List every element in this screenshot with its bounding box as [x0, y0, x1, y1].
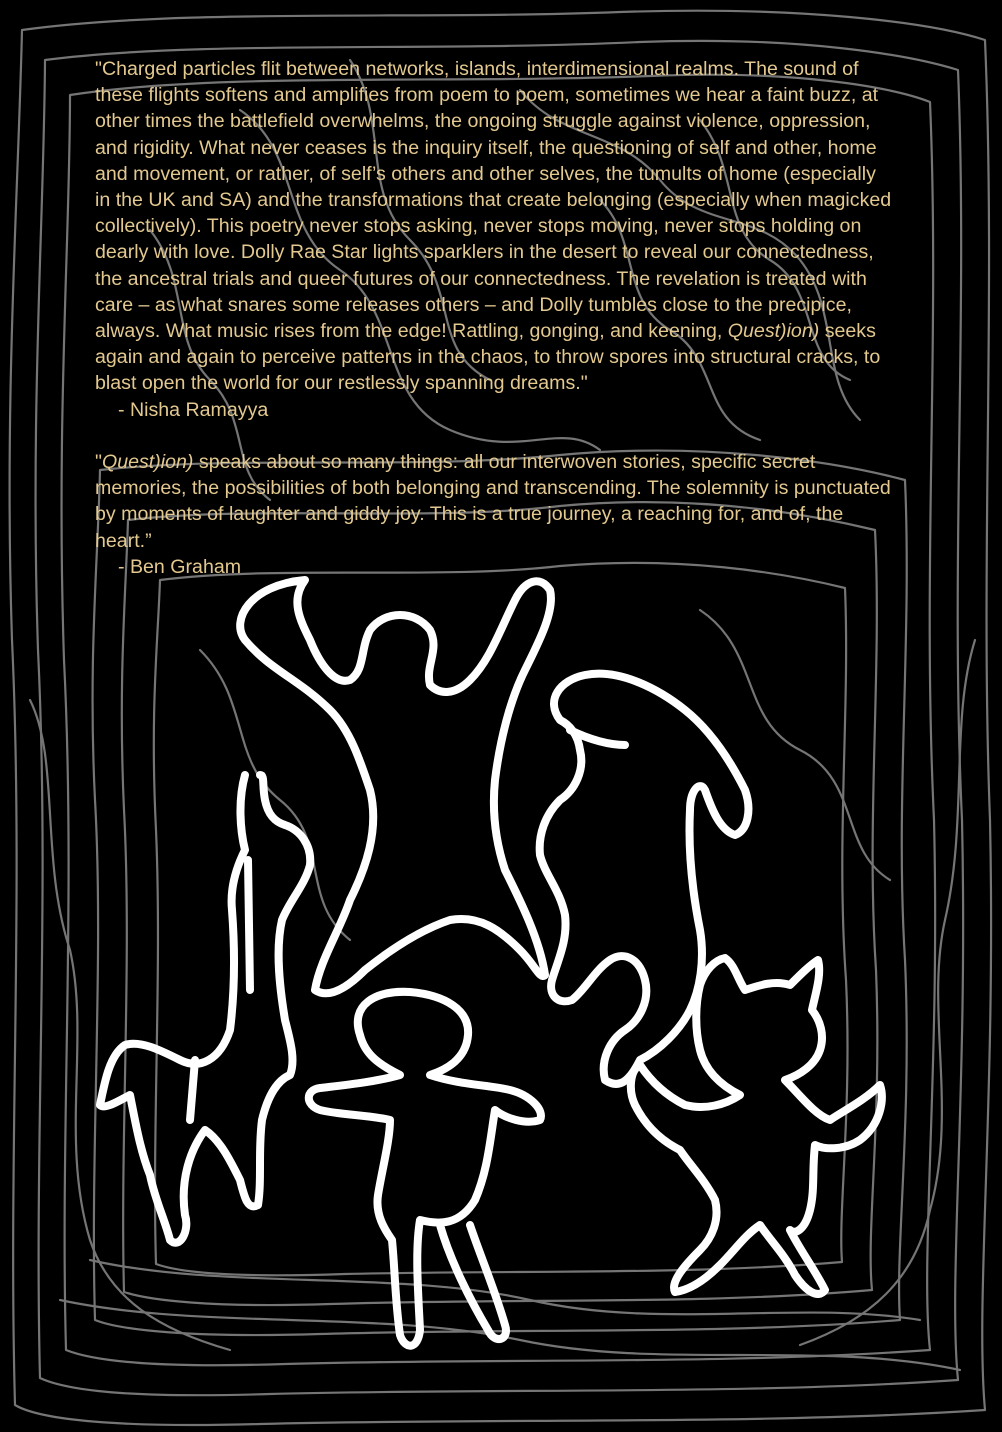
contour-line: [200, 650, 350, 940]
blurb-attribution: - Nisha Ramayya: [118, 398, 269, 421]
contour-line: [30, 700, 230, 1350]
child-figure: [309, 992, 541, 1346]
contour-line: [800, 640, 975, 1345]
blurb-quote-text: "Charged particles flit between networks, islands, interdimensional realms. The sound of these flights softens and amplifies from poem to poem, sometimes we hear a faint buzz, at other times the battlefield overwhelms, the ongoing struggle against violence, oppression, and rigidity. What never ceases is the inquiry itself, the questioning of self and other, home and movement, or rather, of self’s others and other selves, the tumults of home (especially in the UK and SA) and the transformations that create belonging (especially when magicked collectively). This poetry never stops asking, never stops moving, never stops holding on dearly with love. Dolly Rae Star lights sparklers in the desert to reveal our connectedness, the ancestral trials and queer futures of our connectedness. The revelation is treated with care – as what snares some releases others – and Dolly tumbles close to the precipice, always. What music rises from the edge! Rattling, gonging, and keening,: [95, 58, 892, 343]
cat-figure: [631, 958, 882, 1294]
contour-line: [700, 610, 890, 880]
blurb-quote: [95, 56, 895, 397]
blurb-quote-text: seeks again and again to perceive patterns in the chaos, to throw spores into structural cracks, to blast open the world for our restlessly spanning dreams.": [95, 320, 881, 395]
spacer: [95, 423, 895, 449]
contour-line: [93, 451, 907, 1335]
arms-raised-figure: [240, 580, 551, 993]
llama-figure: [100, 775, 310, 1243]
book-title: Quest)ion): [727, 320, 820, 343]
blurb-quote-text: speaks about so many things: all our interwoven stories, specific secret memories, the possibilities of both belonging and transcending. The solemnity is punctuated by moments of laughter and giddy joy. This is a true journey, a reaching for, and of, the heart.”: [95, 451, 891, 552]
book-title: Quest)ion): [101, 451, 194, 474]
blurb-attribution: - Ben Graham: [118, 555, 242, 578]
blurb-quote-text: ": [95, 451, 102, 474]
blurbs-text: [95, 56, 895, 580]
blurb-quote: [95, 449, 895, 554]
hat-figure: [540, 674, 749, 1084]
